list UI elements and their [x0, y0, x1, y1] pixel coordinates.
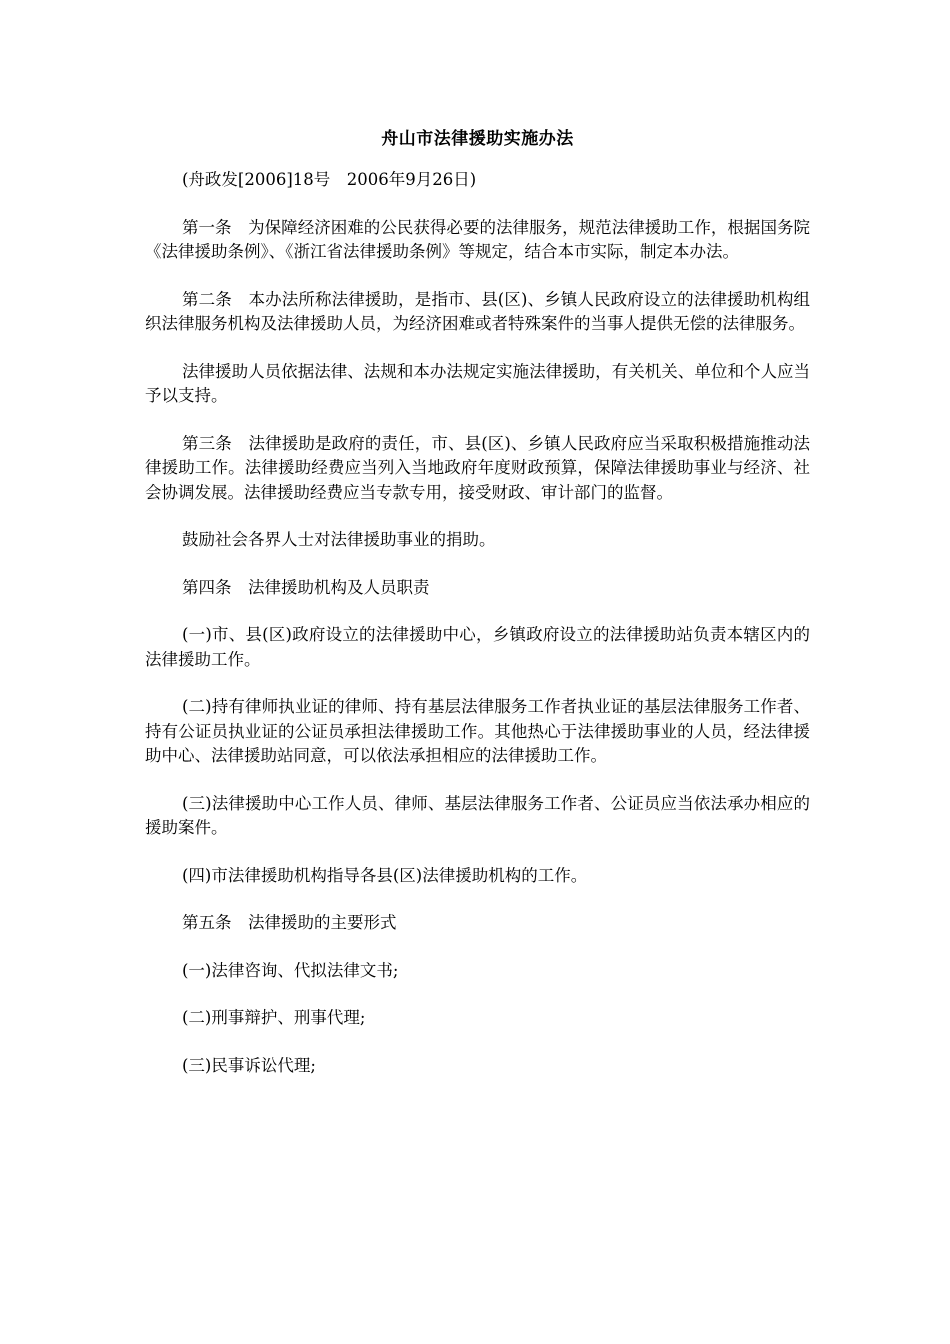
article-5-item-3: (三)民事诉讼代理; [182, 1055, 316, 1075]
document-issuance-info: (舟政发[2006]18号 2006年9月26日) [182, 170, 477, 189]
article-1: 第一条 为保障经济困难的公民获得必要的法律服务，规范法律援助工作，根据国务院《法律援助条例》、《浙江省法律援助条例》等规定，结合本市实际，制定本办法。 [145, 217, 810, 261]
article-3: 第三条 法律援助是政府的责任，市、县(区)、乡镇人民政府应当采取积极措施推动法律援助工作。法律援助经费应当列入当地政府年度财政预算，保障法律援助事业与经济、社会协调发展。法律援助经费应当专款专用，接受财政、审计部门的监督。 [145, 433, 810, 502]
document-title: 舟山市法律援助实施办法 [381, 129, 574, 149]
article-4-item-2: (二)持有律师执业证的律师、持有基层法律服务工作者执业证的基层法律服务工作者、持有公证员执业证的公证员承担法律援助工作。其他热心于法律援助事业的人员，经法律援助中心、法律援助站同意，可以依法承担相应的法律援助工作。 [145, 697, 810, 765]
article-5-item-2: (二)刑事辩护、刑事代理; [182, 1008, 366, 1027]
article-4-item-1: (一)市、县(区)政府设立的法律援助中心，乡镇政府设立的法律援助站负责本辖区内的法律援助工作。 [145, 625, 810, 669]
article-2-paragraph-2: 法律援助人员依据法律、法规和本办法规定实施法律援助，有关机关、单位和个人应当予以支持。 [145, 361, 810, 405]
article-4-heading: 第四条 法律援助机构及人员职责 [182, 577, 430, 597]
article-3-paragraph-2: 鼓励社会各界人士对法律援助事业的捐助。 [182, 530, 496, 549]
document-page [145, 126, 810, 1101]
article-5-item-1: (一)法律咨询、代拟法律文书; [182, 960, 399, 980]
article-5-heading: 第五条 法律援助的主要形式 [182, 913, 397, 932]
article-4-item-3: (三)法律援助中心工作人员、律师、基层法律服务工作者、公证员应当依法承办相应的援助案件。 [145, 793, 810, 837]
article-2: 第二条 本办法所称法律援助，是指市、县(区)、乡镇人民政府设立的法律援助机构组织法律服务机构及法律援助人员，为经济困难或者特殊案件的当事人提供无偿的法律服务。 [145, 289, 810, 333]
article-4-item-4: (四)市法律援助机构指导各县(区)法律援助机构的工作。 [182, 865, 588, 885]
